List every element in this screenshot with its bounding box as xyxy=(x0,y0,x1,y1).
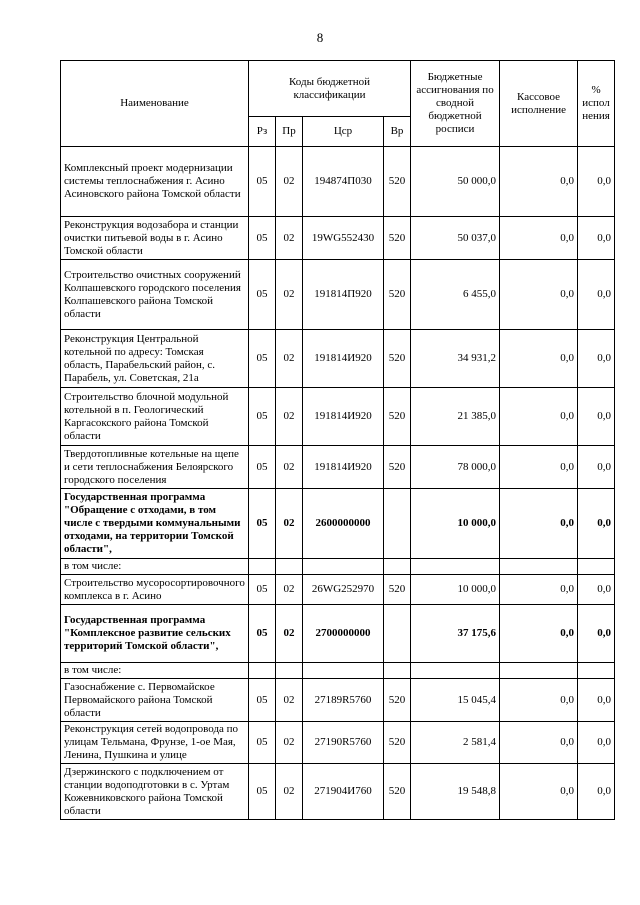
cell-name: Реконструкция водозабора и станции очистки питьевой воды в г. Асино Томской области xyxy=(61,217,249,260)
cell-csr: 2600000000 xyxy=(303,489,384,559)
cell-name: Дзержинского с подключением от станции водоподготовки в с. Уртам Кожевниковского района Томской области xyxy=(61,764,249,820)
cell-budget: 34 931,2 xyxy=(411,330,500,388)
cell-vr: 520 xyxy=(384,575,411,605)
cell-csr: 191814П920 xyxy=(303,260,384,330)
cell-rz xyxy=(249,559,276,575)
cell-cash: 0,0 xyxy=(500,147,578,217)
cell-budget: 15 045,4 xyxy=(411,679,500,722)
cell-percent: 0,0 xyxy=(578,147,615,217)
header-pr: Пр xyxy=(276,117,303,147)
cell-cash: 0,0 xyxy=(500,330,578,388)
cell-vr: 520 xyxy=(384,147,411,217)
cell-percent: 0,0 xyxy=(578,217,615,260)
budget-table xyxy=(60,60,615,820)
cell-pr: 02 xyxy=(276,147,303,217)
cell-percent: 0,0 xyxy=(578,388,615,446)
cell-cash xyxy=(500,663,578,679)
cell-csr xyxy=(303,559,384,575)
cell-vr: 520 xyxy=(384,217,411,260)
including-row xyxy=(61,663,615,679)
cell-pr: 02 xyxy=(276,764,303,820)
cell-rz: 05 xyxy=(249,575,276,605)
table-row xyxy=(61,679,615,722)
cell-name: в том числе: xyxy=(61,559,249,575)
program-row xyxy=(61,605,615,663)
cell-vr: 520 xyxy=(384,722,411,764)
cell-cash: 0,0 xyxy=(500,217,578,260)
cell-cash: 0,0 xyxy=(500,489,578,559)
cell-rz xyxy=(249,663,276,679)
cell-csr: 2700000000 xyxy=(303,605,384,663)
table-row xyxy=(61,217,615,260)
cell-rz: 05 xyxy=(249,446,276,489)
cell-vr xyxy=(384,489,411,559)
cell-name: Государственная программа "Обращение с отходами, в том числе с твердыми коммунальными отходами, на территории Томской области", xyxy=(61,489,249,559)
cell-name: Государственная программа "Комплексное развитие сельских территорий Томской области", xyxy=(61,605,249,663)
cell-csr: 27189R5760 xyxy=(303,679,384,722)
cell-cash: 0,0 xyxy=(500,388,578,446)
cell-csr: 271904И760 xyxy=(303,764,384,820)
cell-rz: 05 xyxy=(249,217,276,260)
cell-pr: 02 xyxy=(276,388,303,446)
cell-csr: 26WG252970 xyxy=(303,575,384,605)
cell-vr: 520 xyxy=(384,446,411,489)
cell-percent: 0,0 xyxy=(578,722,615,764)
table-row xyxy=(61,575,615,605)
cell-percent xyxy=(578,559,615,575)
cell-percent xyxy=(578,663,615,679)
cell-budget: 50 000,0 xyxy=(411,147,500,217)
header-name: Наименование xyxy=(61,61,249,147)
cell-budget: 10 000,0 xyxy=(411,489,500,559)
cell-pr: 02 xyxy=(276,722,303,764)
table-row xyxy=(61,147,615,217)
cell-budget: 37 175,6 xyxy=(411,605,500,663)
cell-name: Строительство мусоросортировочного комплекса в г. Асино xyxy=(61,575,249,605)
cell-percent: 0,0 xyxy=(578,330,615,388)
cell-cash: 0,0 xyxy=(500,679,578,722)
cell-vr: 520 xyxy=(384,330,411,388)
cell-budget: 6 455,0 xyxy=(411,260,500,330)
header-cash: Кассовое исполнение xyxy=(500,61,578,147)
cell-csr: 27190R5760 xyxy=(303,722,384,764)
cell-percent: 0,0 xyxy=(578,489,615,559)
cell-percent: 0,0 xyxy=(578,605,615,663)
cell-cash: 0,0 xyxy=(500,764,578,820)
cell-vr xyxy=(384,663,411,679)
table-row xyxy=(61,446,615,489)
cell-cash: 0,0 xyxy=(500,446,578,489)
cell-name: Строительство очистных сооружений Колпашевского городского поселения Колпашевского района Томской области xyxy=(61,260,249,330)
cell-pr xyxy=(276,559,303,575)
cell-budget: 78 000,0 xyxy=(411,446,500,489)
cell-pr xyxy=(276,663,303,679)
cell-name: Реконструкция Центральной котельной по адресу: Томская область, Парабельский район, с. Парабель, ул. Советская, 21а xyxy=(61,330,249,388)
cell-pr: 02 xyxy=(276,446,303,489)
cell-cash: 0,0 xyxy=(500,575,578,605)
cell-rz: 05 xyxy=(249,679,276,722)
cell-vr: 520 xyxy=(384,388,411,446)
cell-pr: 02 xyxy=(276,605,303,663)
header-csr: Цср xyxy=(303,117,384,147)
cell-budget: 19 548,8 xyxy=(411,764,500,820)
program-row xyxy=(61,489,615,559)
cell-rz: 05 xyxy=(249,722,276,764)
cell-vr: 520 xyxy=(384,764,411,820)
cell-csr: 194874П030 xyxy=(303,147,384,217)
cell-cash: 0,0 xyxy=(500,722,578,764)
header-vr: Вр xyxy=(384,117,411,147)
cell-rz: 05 xyxy=(249,330,276,388)
cell-csr: 191814И920 xyxy=(303,330,384,388)
cell-budget: 21 385,0 xyxy=(411,388,500,446)
cell-rz: 05 xyxy=(249,489,276,559)
cell-vr: 520 xyxy=(384,679,411,722)
including-row xyxy=(61,559,615,575)
header-codes: Коды бюджетной классификации xyxy=(249,61,411,117)
cell-csr: 191814И920 xyxy=(303,388,384,446)
cell-vr xyxy=(384,605,411,663)
cell-pr: 02 xyxy=(276,260,303,330)
cell-name: Твердотопливные котельные на щепе и сети теплоснабжения Белоярского городского поселения xyxy=(61,446,249,489)
cell-rz: 05 xyxy=(249,147,276,217)
cell-percent: 0,0 xyxy=(578,446,615,489)
cell-name: Комплексный проект модернизации системы теплоснабжения г. Асино Асиновского района Томской области xyxy=(61,147,249,217)
cell-budget: 50 037,0 xyxy=(411,217,500,260)
cell-name: Реконструкция сетей водопровода по улицам Тельмана, Фрунзе, 1-ое Мая, Ленина, Пушкина и улице xyxy=(61,722,249,764)
cell-csr xyxy=(303,663,384,679)
cell-name: в том числе: xyxy=(61,663,249,679)
header-rz: Рз xyxy=(249,117,276,147)
cell-pr: 02 xyxy=(276,575,303,605)
table-row xyxy=(61,330,615,388)
cell-rz: 05 xyxy=(249,605,276,663)
cell-budget xyxy=(411,559,500,575)
cell-pr: 02 xyxy=(276,217,303,260)
cell-cash xyxy=(500,559,578,575)
header-percent: % испол нения xyxy=(578,61,615,147)
cell-percent: 0,0 xyxy=(578,260,615,330)
cell-name: Строительство блочной модульной котельной в п. Геологический Каргасокского района Томской области xyxy=(61,388,249,446)
cell-budget: 10 000,0 xyxy=(411,575,500,605)
cell-percent: 0,0 xyxy=(578,575,615,605)
cell-pr: 02 xyxy=(276,679,303,722)
cell-vr xyxy=(384,559,411,575)
cell-cash: 0,0 xyxy=(500,605,578,663)
cell-percent: 0,0 xyxy=(578,764,615,820)
cell-rz: 05 xyxy=(249,764,276,820)
cell-rz: 05 xyxy=(249,260,276,330)
table-body xyxy=(61,147,615,820)
table-row xyxy=(61,722,615,764)
table-row xyxy=(61,260,615,330)
cell-budget xyxy=(411,663,500,679)
cell-percent: 0,0 xyxy=(578,679,615,722)
cell-rz: 05 xyxy=(249,388,276,446)
cell-pr: 02 xyxy=(276,489,303,559)
page-number: 8 xyxy=(316,30,324,45)
cell-csr: 19WG552430 xyxy=(303,217,384,260)
table-row xyxy=(61,388,615,446)
cell-pr: 02 xyxy=(276,330,303,388)
cell-cash: 0,0 xyxy=(500,260,578,330)
header-budget: Бюджетные ассигнования по сводной бюджетной росписи xyxy=(411,61,500,147)
cell-csr: 191814И920 xyxy=(303,446,384,489)
cell-name: Газоснабжение с. Первомайское Первомайского района Томской области xyxy=(61,679,249,722)
cell-budget: 2 581,4 xyxy=(411,722,500,764)
cell-vr: 520 xyxy=(384,260,411,330)
table-row xyxy=(61,764,615,820)
